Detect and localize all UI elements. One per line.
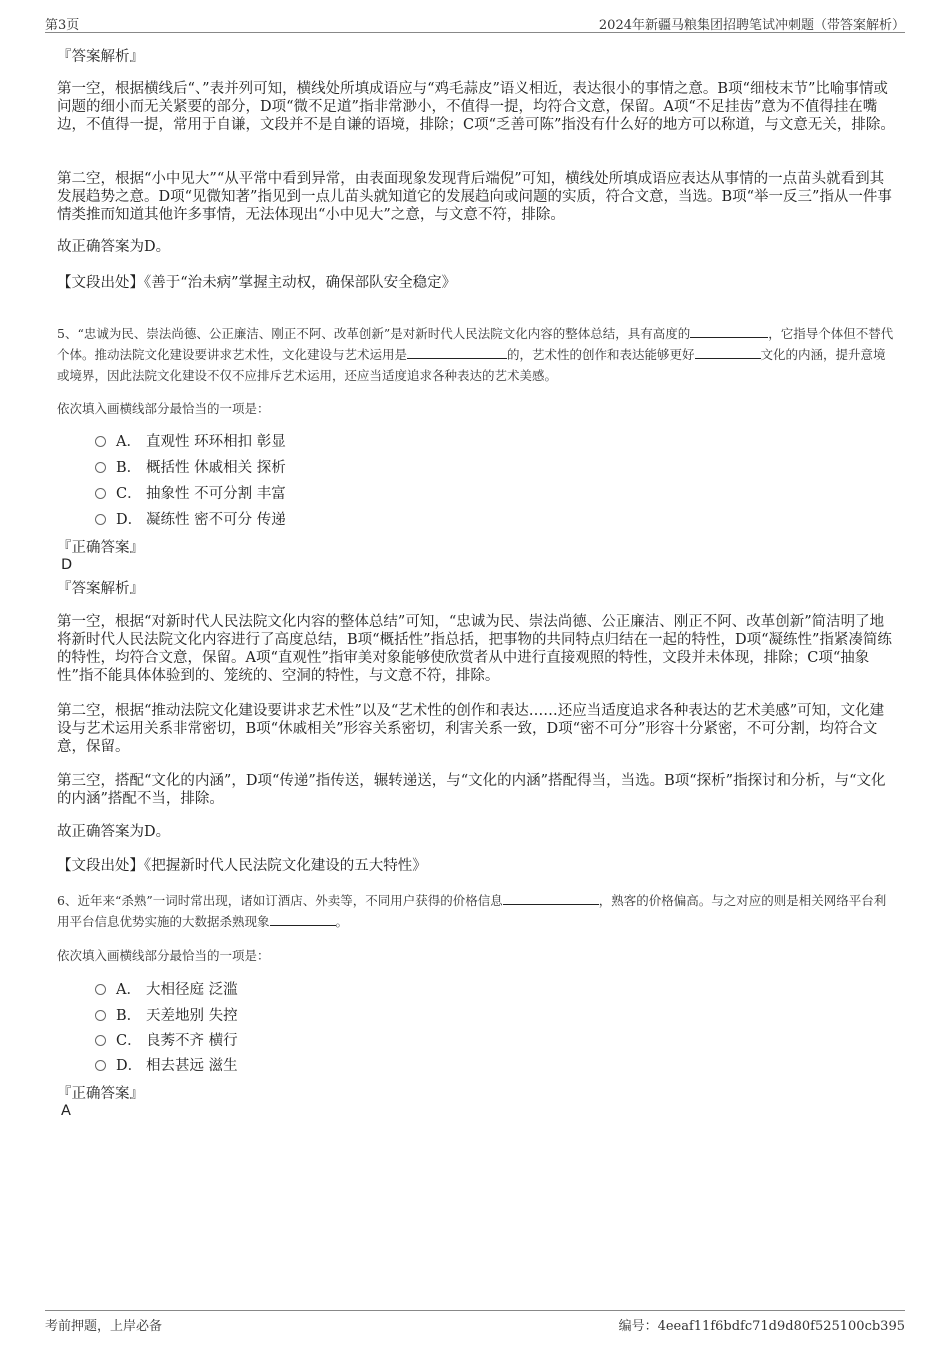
q6-correct-answer: A — [61, 1103, 71, 1119]
q5-analysis-label: 『答案解析』 — [57, 581, 144, 597]
footer-slogan: 考前押题，上岸必备 — [45, 1319, 163, 1334]
q5-source: 【文段出处】《把握新时代人民法院文化建设的五大特性》 — [57, 858, 427, 874]
q5-conclusion: 故正确答案为D。 — [57, 824, 171, 840]
answer-blank — [503, 892, 599, 905]
radio-icon[interactable] — [95, 1035, 106, 1046]
q4-conclusion: 故正确答案为D。 — [57, 239, 171, 255]
q6-option-c[interactable]: C． 良莠不齐 横行 — [95, 1032, 238, 1050]
radio-icon[interactable] — [95, 984, 106, 995]
q4-analysis-para2: 第二空，根据“小中见大”“从平常中看到异常，由表面现象发现背后端倪”可知，横线处所填成语应表达从事情的一点苗头就看到其发展趋势之意。D项“见微知著”指见到一点儿苗头就知道它的发展趋向或问题的实质，符合文意，当选。B项“举一反三”指从一件事情类推而知道其他许多事情，无法体现出“小中见大”之意，与文意不符，排除。 — [57, 171, 892, 223]
radio-icon[interactable] — [95, 462, 106, 473]
radio-icon[interactable] — [95, 514, 106, 525]
q5-analysis-para3: 第三空，搭配“文化的内涵”，D项“传递”指传送，辗转递送，与“文化的内涵”搭配得当，当选。B项“探析”指探讨和分析，与“文化的内涵”搭配不当，排除。 — [57, 773, 886, 807]
page-number: 第3页 — [45, 18, 80, 33]
q6-option-a[interactable]: A． 大相径庭 泛滥 — [95, 981, 238, 999]
answer-blank — [690, 325, 768, 338]
q5-correct-answer: D — [61, 557, 73, 573]
q5-instruction: 依次填入画横线部分最恰当的一项是： — [57, 401, 270, 416]
q5-correct-label: 『正确答案』 — [57, 540, 144, 556]
radio-icon[interactable] — [95, 1010, 106, 1021]
q5-option-d[interactable]: D． 凝练性 密不可分 传递 — [95, 511, 286, 529]
q4-analysis-label-block — [57, 48, 895, 66]
q6-option-d[interactable]: D． 相去甚远 滋生 — [95, 1057, 238, 1075]
document-title: 2024年新疆马粮集团招聘笔试冲刺题（带答案解析） — [598, 18, 905, 33]
radio-icon[interactable] — [95, 436, 106, 447]
page-footer — [45, 1310, 905, 1333]
q5-option-b[interactable]: B． 概括性 休戚相关 探析 — [95, 459, 286, 477]
q4-analysis-para1: 第一空，根据横线后“、”表并列可知，横线处所填成语应与“鸡毛蒜皮”语义相近，表达很小的事情之意。B项“细枝末节”比喻事情或问题的细小而无关紧要的部分，D项“微不足道”指非常渺小，不值得一提，均符合文意，保留。A项“不足挂齿”意为不值得挂在嘴边，不值得一提，常用于自谦，文段并不是自谦的语境，排除；C项“乏善可陈”指没有什么好的地方可以称道，与文意无关，排除。 — [57, 81, 895, 133]
q5-option-c[interactable]: C． 抽象性 不可分割 丰富 — [95, 485, 286, 503]
q6-option-b[interactable]: B． 天差地别 失控 — [95, 1007, 238, 1025]
page-header — [45, 12, 905, 33]
q5-stem: 5、“忠诚为民、崇法尚德、公正廉洁、刚正不阿、改革创新”是对新时代人民法院文化内容的整体总结，具有高度的 ，它指导个体但不替代个体。推动法院文化建设要讲求艺术性，文化建设与艺术运用是 的，艺术性的创作和表达能够更好 文化的内涵，提升意境或境界，因此法院文化建设不仅不应排斥艺术运用，还应当适度追求各种表达的艺术美感。 — [57, 326, 894, 383]
q6-instruction: 依次填入画横线部分最恰当的一项是： — [57, 948, 270, 963]
answer-blank — [270, 913, 336, 926]
radio-icon[interactable] — [95, 488, 106, 499]
radio-icon[interactable] — [95, 1060, 106, 1071]
q5-analysis-para1: 第一空，根据“对新时代人民法院文化内容的整体总结”可知，“忠诚为民、崇法尚德、公正廉洁、刚正不阿、改革创新”简洁明了地将新时代人民法院文化内容进行了高度总结，B项“概括性”指总括，把事物的共同特点归结在一起的特性，D项“凝练性”指紧凑简练的特性，均符合文意，保留。A项“直观性”指审美对象能够使欣赏者从中进行直接观照的特性，文段并未体现，排除；C项“抽象性”指不能具体体验到的、笼统的、空洞的特性，与文意不符，排除。 — [57, 614, 892, 684]
analysis-label: 『答案解析』 — [57, 49, 144, 65]
q6-stem: 6、近年来“杀熟”一词时常出现，诸如订酒店、外卖等，不同用户获得的价格信息 ，熟客的价格偏高。与之对应的则是相关网络平台利用平台信息优势实施的大数据杀熟现象 。 — [57, 893, 887, 929]
q5-option-a[interactable]: A． 直观性 环环相扣 彰显 — [95, 433, 286, 451]
footer-serial: 编号：4eeaf11f6bdfc71d9d80f525100cb395 — [618, 1319, 905, 1334]
q5-analysis-para2: 第二空，根据“推动法院文化建设要讲求艺术性”以及“艺术性的创作和表达……还应当适度追求各种表达的艺术美感”可知，文化建设与艺术运用关系非常密切，B项“休戚相关”形容关系密切，利害关系一致，D项“密不可分”形容十分紧密，不可分割，均符合文意，保留。 — [57, 703, 885, 755]
answer-blank — [407, 346, 507, 359]
q6-correct-label: 『正确答案』 — [57, 1086, 144, 1102]
q4-source: 【文段出处】《善于“治未病”掌握主动权，确保部队安全稳定》 — [57, 275, 457, 291]
answer-blank — [695, 346, 761, 359]
